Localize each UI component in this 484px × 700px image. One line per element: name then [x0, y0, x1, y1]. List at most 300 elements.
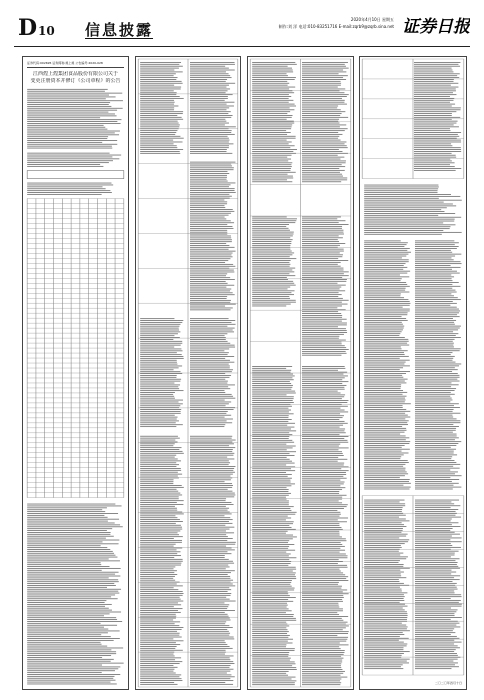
text-line — [364, 263, 405, 264]
text-line — [302, 665, 341, 666]
text-line — [190, 107, 229, 108]
text-line — [252, 597, 296, 598]
text-line — [415, 524, 452, 525]
text-line — [140, 331, 180, 332]
text-line — [140, 443, 175, 444]
text-line — [140, 451, 182, 452]
text-line — [190, 162, 235, 163]
text-line — [364, 562, 398, 563]
text-line — [140, 638, 173, 639]
text-line — [252, 271, 294, 272]
text-line — [140, 79, 176, 80]
text-line — [415, 263, 462, 264]
text-line — [27, 625, 117, 626]
text-line — [27, 612, 121, 613]
text-line — [252, 605, 288, 606]
text-line — [140, 585, 183, 586]
text-line — [140, 466, 176, 467]
text-line — [140, 646, 176, 647]
text-line — [190, 589, 231, 590]
text-line — [27, 153, 109, 154]
text-line — [27, 132, 115, 133]
text-line — [140, 591, 183, 592]
text-line — [252, 153, 296, 154]
text-line — [140, 75, 173, 76]
text-line — [302, 326, 338, 327]
text-line — [364, 234, 442, 235]
text-line — [140, 474, 182, 475]
text-line — [190, 115, 233, 116]
text-line — [302, 650, 345, 651]
text-line — [190, 352, 229, 353]
text-line — [27, 672, 102, 673]
text-line — [190, 464, 229, 465]
text-line — [190, 262, 225, 263]
text-line — [364, 568, 410, 569]
text-line — [415, 278, 452, 279]
text-line — [252, 218, 297, 219]
text-line — [364, 384, 401, 385]
text-line — [27, 184, 113, 185]
text-line — [140, 92, 176, 93]
text-line — [252, 375, 295, 376]
text-line — [190, 513, 232, 514]
text-line — [364, 269, 403, 270]
text-line — [415, 265, 451, 266]
text-line — [415, 621, 458, 622]
text-line — [27, 676, 114, 677]
text-line — [364, 293, 401, 294]
text-line — [140, 68, 179, 69]
text-line — [140, 358, 184, 359]
text-line — [302, 143, 345, 144]
text-line — [414, 90, 456, 91]
text-line — [414, 62, 460, 63]
text-line — [140, 383, 174, 384]
text-line — [140, 360, 177, 361]
text-line — [252, 104, 294, 105]
text-line — [415, 439, 455, 440]
text-line — [190, 113, 228, 114]
text-line — [302, 465, 344, 466]
text-line — [302, 499, 342, 500]
text-line — [140, 504, 183, 505]
text-line — [302, 633, 348, 634]
text-line — [302, 113, 342, 114]
text-line — [190, 294, 235, 295]
text-line — [190, 234, 227, 235]
text-line — [302, 166, 345, 167]
text-line — [27, 674, 120, 675]
text-line — [415, 373, 458, 374]
text-line — [302, 624, 346, 625]
text-line — [252, 94, 289, 95]
text-line — [415, 649, 456, 650]
text-line — [190, 546, 226, 547]
text-line — [252, 500, 289, 501]
text-line — [190, 70, 235, 71]
text-line — [140, 599, 181, 600]
text-line — [302, 569, 339, 570]
text-line — [415, 500, 459, 501]
text-line — [252, 599, 288, 600]
text-line — [302, 605, 339, 606]
text-line — [140, 529, 182, 530]
text-line — [140, 610, 178, 611]
text-line — [364, 615, 407, 616]
text-line — [252, 444, 286, 445]
text-line — [415, 619, 451, 620]
text-line — [190, 472, 235, 473]
text-line — [302, 307, 337, 308]
text-line — [252, 134, 287, 135]
text-line — [364, 634, 404, 635]
text-line — [190, 275, 226, 276]
text-line — [252, 546, 289, 547]
text-line — [190, 656, 234, 657]
text-line — [252, 423, 295, 424]
text-line — [414, 70, 452, 71]
text-line — [140, 330, 179, 331]
text-line — [252, 563, 290, 564]
text-line — [252, 434, 292, 435]
text-line — [364, 611, 407, 612]
text-line — [190, 640, 225, 641]
text-line — [190, 407, 235, 408]
text-line — [190, 644, 227, 645]
text-line — [415, 666, 459, 667]
text-line — [140, 392, 175, 393]
text-line — [190, 339, 226, 340]
text-line — [190, 591, 228, 592]
text-line — [252, 510, 291, 511]
text-line — [140, 145, 177, 146]
text-line — [190, 232, 227, 233]
text-line — [252, 100, 293, 101]
text-line — [252, 62, 295, 63]
text-line — [415, 360, 452, 361]
text-line — [364, 341, 409, 342]
text-line — [414, 170, 456, 171]
text-line — [190, 143, 233, 144]
text-line — [415, 356, 455, 357]
text-line — [364, 470, 405, 471]
text-line — [27, 651, 116, 652]
text-line — [252, 113, 287, 114]
text-line — [140, 582, 179, 583]
text-line — [27, 655, 111, 656]
text-line — [252, 89, 289, 90]
text-line — [190, 171, 227, 172]
text-line — [302, 658, 343, 659]
text-line — [302, 64, 345, 65]
text-line — [190, 119, 225, 120]
text-line — [252, 136, 295, 137]
text-line — [252, 449, 287, 450]
text-line — [302, 294, 342, 295]
text-line — [190, 222, 234, 223]
text-line — [252, 432, 289, 433]
text-line — [27, 657, 102, 658]
text-line — [415, 585, 455, 586]
text-line — [140, 64, 179, 65]
text-line — [414, 107, 461, 108]
text-line — [364, 424, 408, 425]
text-line — [302, 652, 344, 653]
text-line — [140, 445, 173, 446]
text-line — [140, 620, 173, 621]
text-line — [364, 570, 400, 571]
text-line — [252, 463, 294, 464]
text-line — [252, 610, 291, 611]
text-line — [27, 568, 121, 569]
text-line — [190, 582, 231, 583]
text-line — [252, 591, 288, 592]
text-line — [27, 519, 119, 520]
text-line — [302, 451, 342, 452]
text-line — [364, 196, 460, 197]
text-line — [190, 502, 231, 503]
text-line — [302, 83, 341, 84]
text-line — [140, 680, 182, 681]
text-line — [190, 574, 228, 575]
text-line — [252, 612, 286, 613]
text-line — [190, 287, 226, 288]
text-line — [252, 527, 291, 528]
text-line — [140, 73, 176, 74]
text-line — [302, 508, 344, 509]
text-line — [364, 267, 407, 268]
text-line — [415, 305, 450, 306]
text-line — [252, 679, 291, 680]
text-line — [140, 447, 181, 448]
text-line — [27, 666, 120, 667]
text-line — [27, 591, 118, 592]
text-line — [190, 333, 227, 334]
text-line — [140, 644, 180, 645]
text-line — [190, 330, 233, 331]
text-line — [364, 320, 408, 321]
text-line — [252, 582, 291, 583]
text-line — [140, 459, 178, 460]
text-line — [302, 300, 349, 301]
table-box — [27, 171, 124, 179]
text-line — [364, 292, 409, 293]
text-line — [364, 539, 409, 540]
text-line — [415, 271, 457, 272]
text-line — [27, 602, 104, 603]
text-line — [252, 266, 289, 267]
text-line — [252, 518, 291, 519]
text-line — [302, 434, 339, 435]
text-line — [302, 504, 348, 505]
text-line — [140, 138, 184, 139]
text-line — [190, 186, 229, 187]
text-line — [252, 429, 291, 430]
text-line — [252, 109, 294, 110]
text-line — [252, 457, 286, 458]
text-line — [302, 567, 348, 568]
text-line — [190, 642, 226, 643]
column-3-text-body — [248, 57, 353, 689]
text-line — [414, 128, 450, 129]
text-line — [302, 279, 347, 280]
text-line — [415, 653, 457, 654]
text-line — [415, 454, 457, 455]
text-line — [252, 239, 292, 240]
text-line — [140, 472, 178, 473]
text-line — [252, 300, 296, 301]
text-line — [252, 436, 289, 437]
text-line — [140, 90, 174, 91]
text-line — [302, 387, 344, 388]
text-line — [190, 519, 233, 520]
text-line — [252, 641, 288, 642]
text-line — [415, 468, 460, 469]
text-line — [302, 538, 346, 539]
text-line — [140, 481, 173, 482]
text-line — [190, 254, 231, 255]
text-line — [302, 277, 342, 278]
text-line — [190, 572, 231, 573]
text-line — [364, 441, 410, 442]
text-line — [190, 198, 230, 199]
text-line — [364, 261, 409, 262]
text-line — [27, 545, 100, 546]
text-line — [302, 302, 342, 303]
date-line: 2020年4月10日 星期五 — [350, 17, 394, 22]
text-line — [252, 497, 286, 498]
text-line — [415, 587, 457, 588]
text-line — [302, 377, 345, 378]
text-line — [190, 417, 225, 418]
text-line — [190, 529, 229, 530]
text-line — [415, 645, 458, 646]
text-line — [140, 134, 175, 135]
text-line — [415, 405, 454, 406]
text-line — [302, 548, 340, 549]
text-line — [364, 224, 455, 225]
text-line — [140, 625, 179, 626]
text-line — [414, 157, 456, 158]
text-line — [364, 365, 410, 366]
text-line — [364, 651, 410, 652]
text-line — [364, 390, 403, 391]
text-line — [140, 420, 179, 421]
text-line — [415, 343, 454, 344]
text-line — [252, 226, 286, 227]
text-line — [415, 530, 450, 531]
text-line — [302, 128, 348, 129]
text-line — [252, 296, 289, 297]
text-line — [415, 273, 460, 274]
text-line — [415, 358, 453, 359]
text-line — [27, 606, 105, 607]
text-line — [190, 200, 224, 201]
text-line — [252, 249, 290, 250]
text-line — [415, 386, 451, 387]
text-line — [190, 396, 233, 397]
text-line — [302, 296, 338, 297]
text-line — [252, 504, 289, 505]
text-line — [252, 521, 294, 522]
text-line — [415, 295, 454, 296]
text-line — [414, 143, 451, 144]
text-line — [415, 246, 459, 247]
text-line — [364, 606, 407, 607]
text-line — [140, 584, 177, 585]
text-line — [252, 417, 288, 418]
text-line — [414, 132, 461, 133]
text-line — [415, 415, 452, 416]
text-line — [302, 77, 343, 78]
text-line — [364, 553, 403, 554]
text-line — [252, 285, 296, 286]
text-line — [364, 396, 406, 397]
text-line — [252, 408, 288, 409]
text-line — [364, 252, 411, 253]
text-line — [190, 635, 229, 636]
column-3 — [247, 56, 354, 690]
text-line — [302, 319, 347, 320]
text-line — [415, 403, 459, 404]
text-line — [27, 576, 120, 577]
text-line — [190, 608, 227, 609]
text-line — [302, 324, 347, 325]
text-line — [190, 512, 230, 513]
text-line — [140, 574, 177, 575]
text-line — [190, 281, 226, 282]
text-line — [252, 102, 289, 103]
text-line — [140, 130, 177, 131]
text-line — [364, 324, 403, 325]
text-line — [140, 417, 177, 418]
text-line — [140, 62, 181, 63]
text-line — [415, 632, 455, 633]
text-line — [190, 576, 230, 577]
text-line — [364, 428, 406, 429]
text-line — [415, 426, 459, 427]
text-line — [190, 318, 229, 319]
text-line — [190, 534, 226, 535]
text-line — [140, 124, 180, 125]
text-line — [415, 602, 459, 603]
text-line — [140, 373, 182, 374]
text-line — [140, 589, 178, 590]
text-line — [302, 338, 339, 339]
text-line — [302, 550, 345, 551]
text-line — [364, 354, 404, 355]
text-line — [302, 675, 340, 676]
text-line — [415, 437, 459, 438]
text-line — [140, 436, 178, 437]
text-line — [27, 523, 115, 524]
text-line — [190, 145, 229, 146]
text-line — [27, 541, 102, 542]
text-line — [252, 665, 292, 666]
text-line — [27, 593, 119, 594]
text-line — [415, 303, 457, 304]
text-line — [27, 509, 102, 510]
text-line — [190, 610, 235, 611]
text-line — [364, 547, 402, 548]
text-line — [302, 353, 347, 354]
text-line — [364, 211, 444, 212]
text-line — [27, 186, 102, 187]
text-line — [252, 482, 290, 483]
text-line — [140, 455, 176, 456]
text-line — [252, 468, 291, 469]
